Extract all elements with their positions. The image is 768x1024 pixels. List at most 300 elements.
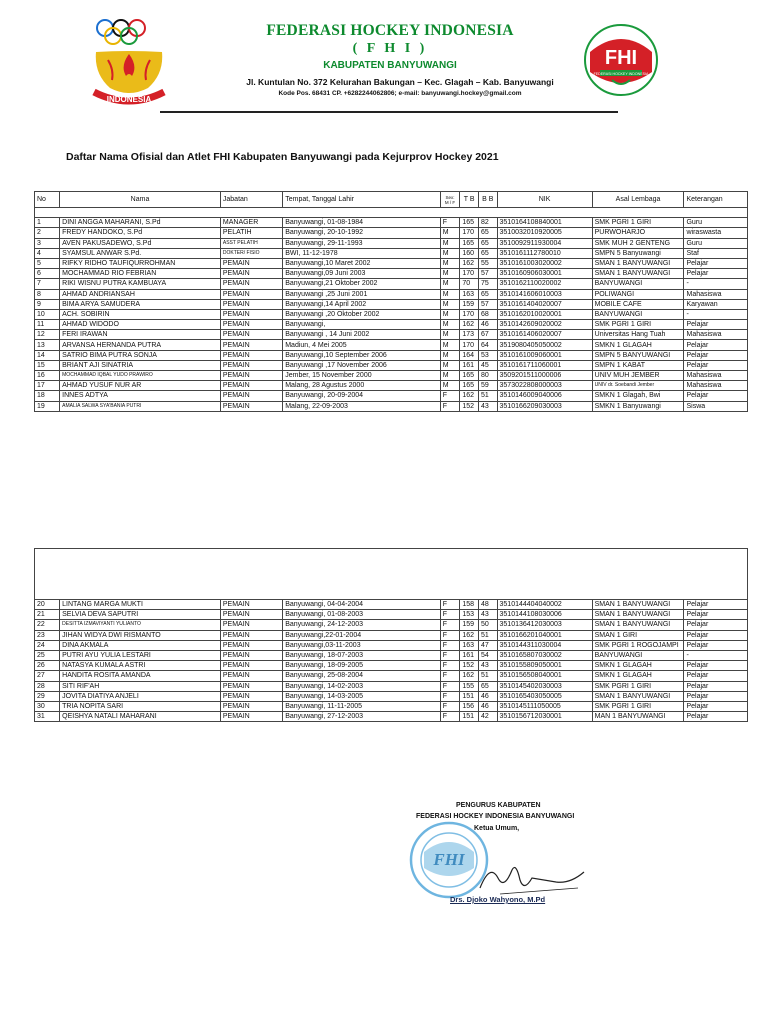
koni-olympic-logo-icon	[88, 14, 170, 112]
cell-ttl: Banyuwangi, 01-08-2003	[283, 610, 440, 620]
cell-ttl: Banyuwangi,03-11-2003	[283, 640, 440, 650]
cell-no: 31	[35, 712, 60, 722]
cell-ket: Mahasiswa	[684, 330, 748, 340]
cell-nama: JOVITA DIATIYA ANJELI	[60, 691, 221, 701]
cell-nik: 3510092911930004	[497, 238, 592, 248]
cell-no: 18	[35, 391, 60, 401]
cell-ttl: Banyuwangi, 14-02-2003	[283, 681, 440, 691]
cell-jabatan: PEMAIN	[220, 289, 282, 299]
cell-nama: INNES ADTYA	[60, 391, 221, 401]
cell-sex: M	[440, 238, 460, 248]
table-row	[35, 681, 748, 691]
cell-bb: 53	[478, 350, 497, 360]
cell-nik: 3510166209030003	[497, 401, 592, 411]
cell-no: 14	[35, 350, 60, 360]
cell-asal: SMPN 1 KABAT	[592, 360, 684, 370]
cell-asal: SMK PGRI 1 ROGOJAMPI	[592, 640, 684, 650]
cell-no: 6	[35, 269, 60, 279]
cell-asal: PURWOHARJO	[592, 228, 684, 238]
cell-ttl: Banyuwangi, 01-08-1984	[283, 218, 440, 228]
cell-ket: Pelajar	[684, 360, 748, 370]
cell-ket: Pelajar	[684, 681, 748, 691]
cell-nama: BIMA ARYA SAMUDERA	[60, 299, 221, 309]
cell-tb: 163	[460, 640, 479, 650]
cell-sex: M	[440, 289, 460, 299]
table-row	[35, 228, 748, 238]
fhi-logo-icon	[582, 22, 660, 98]
cell-jabatan: PEMAIN	[220, 269, 282, 279]
cell-no: 17	[35, 381, 60, 391]
cell-nik: 3510162010020001	[497, 309, 592, 319]
cell-ttl: Malang, 28 Agustus 2000	[283, 381, 440, 391]
cell-sex: F	[440, 218, 460, 228]
cell-sex: F	[440, 661, 460, 671]
cell-bb: 65	[478, 248, 497, 258]
cell-sex: F	[440, 650, 460, 660]
cell-nik: 3510161406020007	[497, 330, 592, 340]
cell-sex: M	[440, 299, 460, 309]
cell-ket: Pelajar	[684, 269, 748, 279]
table-row	[35, 650, 748, 660]
cell-no: 5	[35, 258, 60, 268]
cell-ttl: Banyuwangi, 20-10-1992	[283, 228, 440, 238]
table-row	[35, 701, 748, 711]
cell-nama: NATASYA KUMALA ASTRI	[60, 661, 221, 671]
cell-no: 20	[35, 600, 60, 610]
cell-asal: SMAN 1 BANYUWANGI	[592, 269, 684, 279]
cell-bb: 54	[478, 650, 497, 660]
letterhead	[0, 0, 768, 118]
cell-tb: 152	[460, 661, 479, 671]
cell-jabatan: PEMAIN	[220, 279, 282, 289]
logo-right-label: FHI	[604, 47, 638, 69]
cell-tb: 151	[460, 691, 479, 701]
table-row	[35, 371, 748, 381]
cell-asal: UNIV dr. Soebandi Jember	[592, 381, 684, 391]
cell-nik: 3510160906030001	[497, 269, 592, 279]
cell-bb: 68	[478, 309, 497, 319]
cell-sex: F	[440, 391, 460, 401]
cell-tb: 151	[460, 712, 479, 722]
cell-ttl: Banyuwangi, 04-04-2004	[283, 600, 440, 610]
cell-asal: SMKN 1 Glagah, Bwi	[592, 391, 684, 401]
cell-ttl: Banyuwangi, 11-11-2005	[283, 701, 440, 711]
cell-ttl: Banyuwangi,09 Juni 2003	[283, 269, 440, 279]
cell-no: 25	[35, 650, 60, 660]
cell-ttl: Banyuwangi, 20-09-2004	[283, 391, 440, 401]
cell-ket: Pelajar	[684, 350, 748, 360]
cell-no: 8	[35, 289, 60, 299]
cell-nik: 3510145111050005	[497, 701, 592, 711]
cell-nama: AHMAD YUSUF NUR AR	[60, 381, 221, 391]
cell-bb: 42	[478, 712, 497, 722]
col-header-asal: Asal Lembaga	[592, 192, 684, 208]
cell-tb: 162	[460, 258, 479, 268]
cell-jabatan: PEMAIN	[220, 640, 282, 650]
cell-tb: 162	[460, 320, 479, 330]
cell-jabatan: PEMAIN	[220, 391, 282, 401]
org-abbreviation: ( F H I )	[352, 41, 428, 56]
table-row	[35, 401, 748, 411]
cell-ket: Guru	[684, 238, 748, 248]
cell-ttl: Banyuwangi, 27-12-2003	[283, 712, 440, 722]
table-row	[35, 350, 748, 360]
cell-tb: 162	[460, 391, 479, 401]
cell-bb: 43	[478, 401, 497, 411]
cell-nik: 3510162110020002	[497, 279, 592, 289]
col-header-jabatan: Jabatan	[220, 192, 282, 208]
cell-asal: SMK PGRI 1 GIRI	[592, 681, 684, 691]
cell-no: 16	[35, 371, 60, 381]
cell-asal: BANYUWANGI	[592, 279, 684, 289]
cell-nik: 3510144311030004	[497, 640, 592, 650]
cell-no: 30	[35, 701, 60, 711]
signature-role: Ketua Umum,	[474, 825, 520, 832]
cell-ttl: Banyuwangi,10 September 2006	[283, 350, 440, 360]
table-row	[35, 330, 748, 340]
table-row	[35, 258, 748, 268]
cell-no: 9	[35, 299, 60, 309]
cell-sex: M	[440, 258, 460, 268]
cell-ttl: Banyuwangi, 18-07-2003	[283, 650, 440, 660]
table-row	[35, 391, 748, 401]
cell-asal: BANYUWANGI	[592, 309, 684, 319]
signature-org-line: PENGURUS KABUPATEN	[456, 802, 541, 809]
cell-no: 7	[35, 279, 60, 289]
cell-bb: 51	[478, 671, 497, 681]
cell-bb: 82	[478, 218, 497, 228]
cell-nama: DINA AKMALA	[60, 640, 221, 650]
col-header-bb: B B	[478, 192, 497, 208]
cell-ket: Karyawan	[684, 299, 748, 309]
cell-jabatan: PEMAIN	[220, 299, 282, 309]
cell-asal: SMK PGRI 1 GIRI	[592, 218, 684, 228]
cell-tb: 163	[460, 289, 479, 299]
cell-nama: LINTANG MARGA MUKTI	[60, 600, 221, 610]
cell-ttl: BWI, 11-12-1978	[283, 248, 440, 258]
cell-nama: AVEN PAKUSADEWO, S.Pd	[60, 238, 221, 248]
cell-nik: 3519080405050002	[497, 340, 592, 350]
cell-sex: M	[440, 360, 460, 370]
cell-tb: 156	[460, 701, 479, 711]
cell-tb: 161	[460, 650, 479, 660]
cell-jabatan: PEMAIN	[220, 258, 282, 268]
cell-nik: 3510161009060001	[497, 350, 592, 360]
cell-bb: 46	[478, 320, 497, 330]
cell-jabatan: PEMAIN	[220, 661, 282, 671]
cell-nik: 3509201511000006	[497, 371, 592, 381]
cell-ket: -	[684, 650, 748, 660]
cell-asal: SMAN 1 BANYUWANGI	[592, 691, 684, 701]
cell-nik: 3510145402030003	[497, 681, 592, 691]
cell-ket: Pelajar	[684, 600, 748, 610]
cell-tb: 170	[460, 340, 479, 350]
cell-asal: SMAN 1 BANYUWANGI	[592, 600, 684, 610]
cell-jabatan: PEMAIN	[220, 620, 282, 630]
cell-nama: AMALIA SALWA SYA'BANIA PUTRI	[60, 401, 221, 411]
stamp-label: FHI	[433, 850, 465, 869]
cell-bb: 57	[478, 299, 497, 309]
cell-tb: 159	[460, 620, 479, 630]
cell-tb: 155	[460, 681, 479, 691]
cell-sex: F	[440, 640, 460, 650]
cell-ttl: Banyuwangi ,20 Oktober 2002	[283, 309, 440, 319]
cell-no: 22	[35, 620, 60, 630]
cell-sex: F	[440, 620, 460, 630]
cell-no: 27	[35, 671, 60, 681]
cell-jabatan: PELATIH	[220, 228, 282, 238]
roster-table-part-2	[34, 599, 748, 722]
cell-no: 2	[35, 228, 60, 238]
org-kabupaten: KABUPATEN BANYUWANGI	[323, 60, 457, 71]
cell-nik: 3510165807030002	[497, 650, 592, 660]
cell-ket: Pelajar	[684, 630, 748, 640]
cell-bb: 67	[478, 330, 497, 340]
cell-ttl: Malang, 22-09-2003	[283, 401, 440, 411]
cell-ttl: Madiun, 4 Mei 2005	[283, 340, 440, 350]
cell-jabatan: PEMAIN	[220, 330, 282, 340]
cell-ttl: Banyuwangi,21 Oktober 2002	[283, 279, 440, 289]
cell-sex: M	[440, 320, 460, 330]
cell-ket: Pelajar	[684, 610, 748, 620]
cell-tb: 159	[460, 299, 479, 309]
cell-nama: ARVANSA HERNANDA PUTRA	[60, 340, 221, 350]
cell-nama: QEISHYA NATALI MAHARANI	[60, 712, 221, 722]
cell-sex: M	[440, 381, 460, 391]
cell-ket: Mahasiswa	[684, 371, 748, 381]
table-row	[35, 269, 748, 279]
table-row	[35, 289, 748, 299]
col-header-no: No	[35, 192, 60, 208]
cell-jabatan: DOKTER/ FISIO	[220, 248, 282, 258]
table-row	[35, 299, 748, 309]
cell-jabatan: PEMAIN	[220, 701, 282, 711]
cell-jabatan: PEMAIN	[220, 320, 282, 330]
cell-asal: SMKN 1 Banyuwangi	[592, 401, 684, 411]
cell-jabatan: PEMAIN	[220, 712, 282, 722]
table-row	[35, 620, 748, 630]
col-header-nik: NIK	[497, 192, 592, 208]
table-row	[35, 360, 748, 370]
table-row	[35, 279, 748, 289]
cell-tb: 162	[460, 671, 479, 681]
cell-asal: SMK PGRI 1 GIRI	[592, 320, 684, 330]
cell-tb: 153	[460, 610, 479, 620]
cell-sex: F	[440, 600, 460, 610]
table-row	[35, 671, 748, 681]
cell-tb: 160	[460, 248, 479, 258]
cell-nik: 3510161711060001	[497, 360, 592, 370]
cell-no: 3	[35, 238, 60, 248]
cell-tb: 165	[460, 381, 479, 391]
cell-jabatan: PEMAIN	[220, 650, 282, 660]
cell-nama: RIFKY RIDHO TAUFIQURROHMAN	[60, 258, 221, 268]
col-header-ttl: Tempat, Tanggal Lahir	[283, 192, 440, 208]
cell-ket: Pelajar	[684, 640, 748, 650]
cell-nik: 3510165403050005	[497, 691, 592, 701]
cell-nama: JIHAN WIDYA DWI RISMANTO	[60, 630, 221, 640]
cell-no: 4	[35, 248, 60, 258]
table-row	[35, 381, 748, 391]
cell-nama: PUTRI AYU YULIA LESTARI	[60, 650, 221, 660]
cell-no: 21	[35, 610, 60, 620]
cell-sex: F	[440, 671, 460, 681]
cell-ttl: Banyuwangi,22-01-2004	[283, 630, 440, 640]
cell-nama: FERI IRAWAN	[60, 330, 221, 340]
cell-nama: HANDITA ROSITA AMANDA	[60, 671, 221, 681]
cell-asal: POLIWANGI	[592, 289, 684, 299]
cell-tb: 170	[460, 269, 479, 279]
cell-nik: 3510161404020007	[497, 299, 592, 309]
cell-ttl: Banyuwangi, 29-11-1993	[283, 238, 440, 248]
cell-nama: SATRIO BIMA PUTRA SONJA	[60, 350, 221, 360]
cell-nik: 3510032010920005	[497, 228, 592, 238]
cell-nik: 3510141606010003	[497, 289, 592, 299]
cell-ttl: Banyuwangi ,17 November 2006	[283, 360, 440, 370]
cell-jabatan: PEMAIN	[220, 340, 282, 350]
cell-bb: 65	[478, 681, 497, 691]
logo-right-sublabel: FEDERASI HOCKEY INDONESIA	[593, 72, 649, 76]
signature-block	[400, 798, 630, 908]
cell-nama: AHMAD ANDRIANSAH	[60, 289, 221, 299]
cell-sex: M	[440, 350, 460, 360]
cell-ket: Pelajar	[684, 671, 748, 681]
table-row	[35, 248, 748, 258]
cell-asal: SMPN 5 Banyuwangi	[592, 248, 684, 258]
cell-sex: M	[440, 309, 460, 319]
cell-tb: 165	[460, 238, 479, 248]
cell-sex: M	[440, 340, 460, 350]
cell-asal: SMAN 1 GIRI	[592, 630, 684, 640]
cell-ttl: Banyuwangi, 14-03-2005	[283, 691, 440, 701]
cell-no: 24	[35, 640, 60, 650]
cell-asal: SMKN 1 GLAGAH	[592, 661, 684, 671]
cell-ttl: Banyuwangi , 14 Juni 2002	[283, 330, 440, 340]
table-row	[35, 340, 748, 350]
cell-nik: 3510155809050001	[497, 661, 592, 671]
cell-bb: 46	[478, 701, 497, 711]
cell-no: 28	[35, 681, 60, 691]
signatory-name: Drs. Djoko Wahyono, M.Pd	[450, 895, 546, 904]
org-title: FEDERASI HOCKEY INDONESIA	[266, 22, 514, 39]
cell-jabatan: PEMAIN	[220, 381, 282, 391]
cell-sex: M	[440, 330, 460, 340]
cell-tb: 173	[460, 330, 479, 340]
cell-nama: RIKI WISNU PUTRA KAMBUAYA	[60, 279, 221, 289]
cell-no: 29	[35, 691, 60, 701]
cell-jabatan: PEMAIN	[220, 371, 282, 381]
cell-sex: F	[440, 701, 460, 711]
cell-ket: wiraswasta	[684, 228, 748, 238]
cell-bb: 64	[478, 340, 497, 350]
cell-nik: 3510156508040001	[497, 671, 592, 681]
cell-tb: 158	[460, 600, 479, 610]
cell-ttl: Banyuwangi, 25-08-2004	[283, 671, 440, 681]
cell-no: 12	[35, 330, 60, 340]
cell-bb: 55	[478, 258, 497, 268]
table-row	[35, 238, 748, 248]
cell-ket: Pelajar	[684, 391, 748, 401]
cell-nama: DESITTA IZMAVIYANTI YULIANTO	[60, 620, 221, 630]
col-header-nama: Nama	[60, 192, 221, 208]
table-row	[35, 640, 748, 650]
table-row	[35, 218, 748, 228]
cell-bb: 65	[478, 289, 497, 299]
cell-bb: 51	[478, 630, 497, 640]
table-row	[35, 320, 748, 330]
cell-nama: DINI ANGGA MAHARANI, S.Pd	[60, 218, 221, 228]
table-row	[35, 691, 748, 701]
cell-nik: 3510156712030001	[497, 712, 592, 722]
cell-tb: 165	[460, 218, 479, 228]
cell-sex: F	[440, 691, 460, 701]
cell-ttl: Banyuwangi,10 Maret 2002	[283, 258, 440, 268]
roster-table-part-1	[34, 191, 748, 412]
cell-jabatan: PEMAIN	[220, 309, 282, 319]
table-row	[35, 600, 748, 610]
cell-bb: 57	[478, 269, 497, 279]
cell-nama: SELVIA DEVA SAPUTRI	[60, 610, 221, 620]
cell-asal: SMK PGRI 1 GIRI	[592, 701, 684, 711]
cell-asal: SMAN 1 BANYUWANGI	[592, 258, 684, 268]
cell-jabatan: PEMAIN	[220, 600, 282, 610]
cell-nik: 3510166201040001	[497, 630, 592, 640]
cell-bb: 51	[478, 391, 497, 401]
cell-asal: UNIV MUH JEMBER	[592, 371, 684, 381]
cell-tb: 70	[460, 279, 479, 289]
cell-nik: 3510164108840001	[497, 218, 592, 228]
cell-bb: 80	[478, 371, 497, 381]
cell-nik: 3510142609020002	[497, 320, 592, 330]
cell-bb: 65	[478, 238, 497, 248]
cell-nama: MOCHAMMAD IQBAL YUDO PRAWIRO	[60, 371, 221, 381]
cell-no: 15	[35, 360, 60, 370]
cell-asal: MOBILE CAFE	[592, 299, 684, 309]
handwritten-signature-icon	[460, 858, 590, 898]
cell-no: 1	[35, 218, 60, 228]
cell-jabatan: PEMAIN	[220, 691, 282, 701]
document-title: Daftar Nama Ofisial dan Atlet FHI Kabupaten Banyuwangi pada Kejurprov Hockey 2021	[66, 151, 499, 163]
cell-jabatan: PEMAIN	[220, 630, 282, 640]
page-break-box	[34, 548, 748, 600]
cell-sex: M	[440, 269, 460, 279]
cell-sex: M	[440, 228, 460, 238]
cell-sex: F	[440, 630, 460, 640]
cell-bb: 47	[478, 640, 497, 650]
cell-ket: Pelajar	[684, 258, 748, 268]
col-header-keterangan: Keterangan	[684, 192, 748, 208]
cell-ket: Mahasiswa	[684, 381, 748, 391]
table-spacer-row	[35, 208, 748, 218]
cell-asal: SMKN 1 GLAGAH	[592, 671, 684, 681]
table-row	[35, 309, 748, 319]
cell-ket: Pelajar	[684, 701, 748, 711]
cell-nik: 3510144404040002	[497, 600, 592, 610]
cell-asal: SMAN 1 BANYUWANGI	[592, 620, 684, 630]
cell-ttl: Banyuwangi, 18-09-2005	[283, 661, 440, 671]
cell-ket: Pelajar	[684, 620, 748, 630]
cell-jabatan: PEMAIN	[220, 401, 282, 411]
cell-tb: 165	[460, 371, 479, 381]
cell-sex: F	[440, 401, 460, 411]
cell-bb: 43	[478, 610, 497, 620]
cell-nik: 3510161003020002	[497, 258, 592, 268]
cell-ket: Guru	[684, 218, 748, 228]
cell-nik: 3510144108030006	[497, 610, 592, 620]
cell-asal: SMK MUH 2 GENTENG	[592, 238, 684, 248]
cell-no: 26	[35, 661, 60, 671]
col-header-sex: Sex: M / F	[440, 192, 460, 208]
